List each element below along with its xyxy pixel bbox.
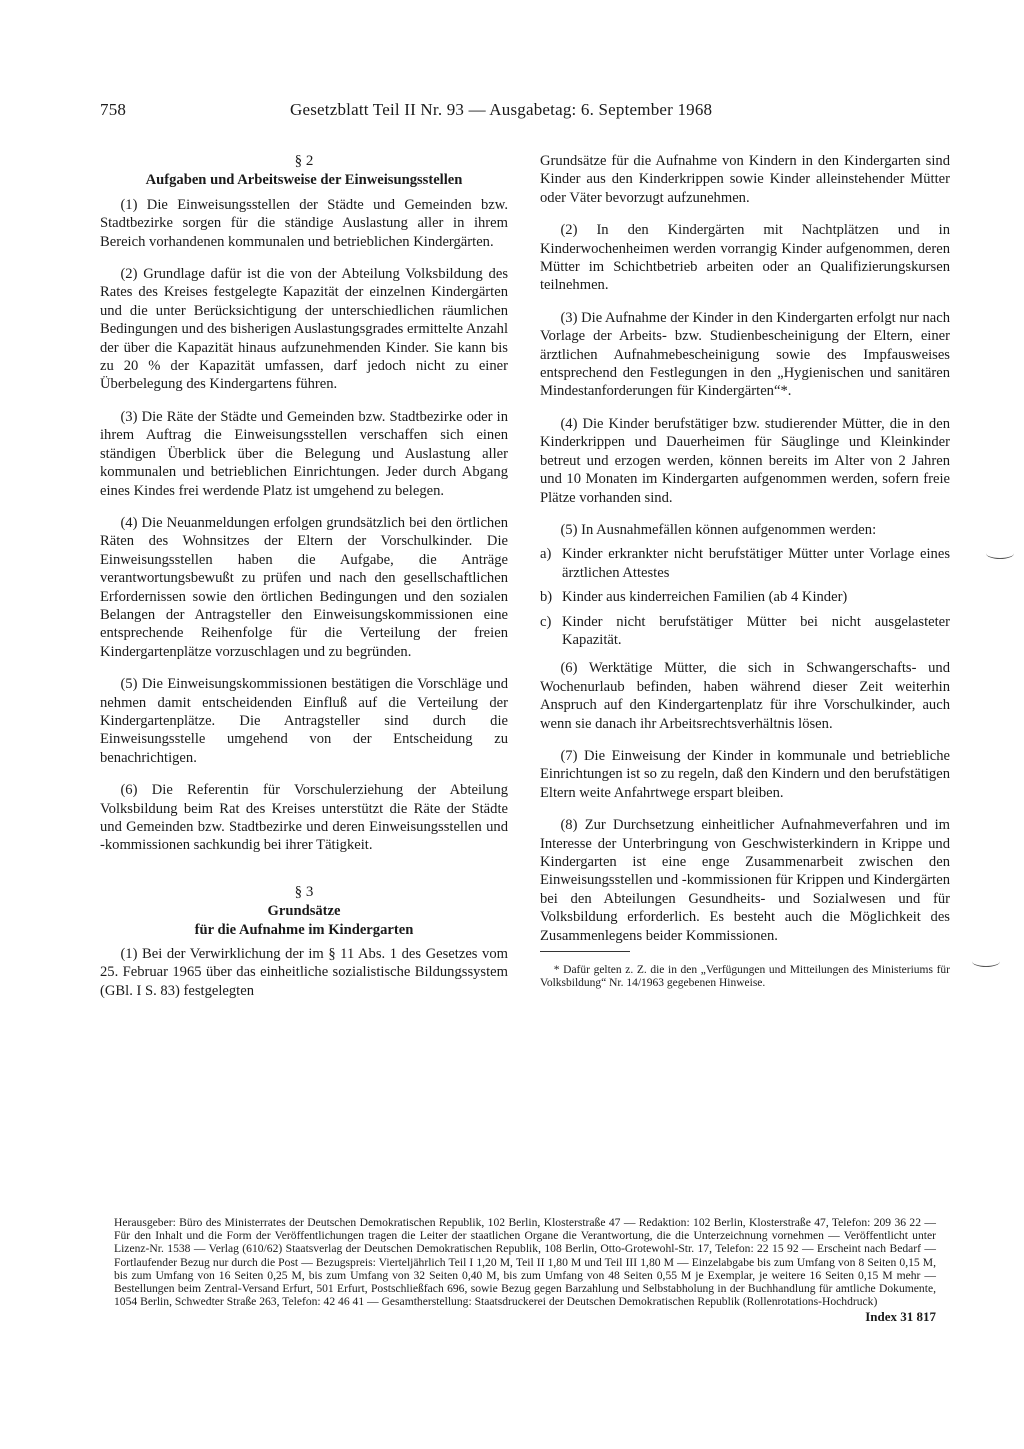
section-3-title-line-1: Grundsätze [267, 903, 341, 920]
margin-mark [986, 548, 1014, 559]
exceptions-list [540, 545, 950, 649]
paragraph-6: (6) Werktätige Mütter, die sich in Schwangerschafts- und Wochenurlaub befinden, haben während dieser Zeit weiterhin Anspruch auf den Kindergartenplatz für ihre Vorschulkinder, auch wenn sie danach ihr Arbeitsrechtsverhältnis lösen. [540, 660, 950, 732]
paragraph-7: (7) Die Einweisung der Kinder in kommunale und betriebliche Einrichtungen ist so zu regeln, daß den Kindern und den berufstätigen Eltern weite Anfahrtwege erspart bleiben. [540, 747, 950, 801]
imprint [114, 1216, 936, 1324]
section-2-paragraph-1: (1) Die Einweisungsstellen der Städte und Gemeinden bzw. Stadtbezirke sorgen für die ständige Auslastung aller in ihrem Bereich vorhandenen kommunalen und betrieblichen Kindergärten. [100, 196, 508, 250]
section-2-number: § 2 [294, 153, 314, 169]
left-column [100, 152, 508, 1014]
list-item-text: Kinder aus kinderreichen Familien (ab 4 Kinder) [562, 589, 848, 606]
footnote-divider [540, 951, 630, 952]
list-item [540, 613, 950, 650]
paragraph-8: (8) Zur Durchsetzung einheitlicher Aufnahmeverfahren und im Interesse der Unterbringung von Geschwisterkindern in Krippe und Kindergarten ist eine enge Zusammenarbeit zwischen den Einweisungsstellen und -kommissionen für Krippen und Kindergärten bei den Abteilungen Gesundheits- und Sozialwesen und für Volksbildung erforderlich. Es besteht auch die Möglichkeit des Zusammenlegens beider Kommissionen. [540, 817, 950, 944]
section-3-title-line-2: für die Aufnahme im Kindergarten [194, 921, 414, 938]
continuation-paragraph: Grundsätze für die Aufnahme von Kindern in den Kindergarten sind Kinder aus den Kinderkrippen sowie Kinder alleinstehender Mütter oder Väter bevorzugt aufzunehmen. [540, 153, 950, 206]
section-3-number: § 3 [294, 883, 314, 900]
imprint-text: Herausgeber: Büro des Ministerrates der Deutschen Demokratischen Republik, 102 Berlin, Klosterstraße 47 — Redaktion: 102 Berlin, Klosterstraße 47, Telefon: 209 36 22 — Für den Inhalt und die Form der Veröffentlichungen tragen die Leiter der staatlichen Organe die Verantwortung, die die Unterzeichnung vornehmen — Veröffentlicht unter Lizenz-Nr. 1538 — Verlag (610/62) Staatsverlag der Deutschen Demokratischen Republik, 108 Berlin, Otto-Grotewohl-Str. 17, Telefon: 22 15 92 — Erscheint nach Bedarf — Fortlaufender Bezug nur durch die Post — Bezugspreis: Vierteljährlich Teil I 1,20 M, Teil II 1,80 M und Teil III 1,80 M — Einzelabgabe bis zum Umfang von 8 Seiten 0,15 M, bis zum Umfang von 16 Seiten 0,25 M, bis zum Umfang von 32 Seiten 0,40 M, bis zum Umfang von 48 Seiten 0,55 M je Exemplar, je weitere 16 Seiten 0,15 M mehr — Bestellungen beim Zentral-Versand Erfurt, 501 Erfurt, Postschließfach 696, sowie Bezug gegen Barzahlung und Selbstabholung in der Buchhandlung für amtliche Dokumente, 1054 Berlin, Schwedter Straße 263, Telefon: 42 46 41 — Gesamtherstellung: Staatsdruckerei der Deutschen Demokratischen Republik (Rollenrotations-Hochdruck) [114, 1216, 936, 1309]
page-number: 758 [100, 100, 127, 119]
paragraph-4: (4) Die Kinder berufstätiger bzw. studierender Mütter, die in den Kinderkrippen und Dauerheimen für Säuglinge und Kleinkinder betreut und erzogen werden, können bereits im Alter von 2 Jahren und 10 Monaten im Kindergarten aufgenommen werden, sofern freie Plätze vorhanden sind. [540, 415, 950, 506]
list-item-label: c) [540, 613, 552, 630]
footnote: * Dafür gelten z. Z. die in den „Verfügungen und Mitteilungen des Ministeriums für Volksbildung“ Nr. 14/1963 gegebenen Hinweise. [540, 963, 950, 989]
list-item [540, 588, 950, 606]
index-number: Index 31 817 [865, 1309, 936, 1325]
right-column [540, 152, 950, 1001]
section-2-paragraph-3: (3) Die Räte der Städte und Gemeinden bzw. Stadtbezirke oder in ihrem Auftrag die Einweisungsstellen verschaffen sich einen ständigen Überblick über die Belegung und Auslastung aller kommunalen und betrieblichen Einrichtungen. Jeder durch Abgang eines Kindes frei werdende Platz ist umgehend zu belegen. [100, 408, 508, 499]
list-item [540, 545, 950, 582]
section-2-title: Aufgaben und Arbeitsweise der Einweisungsstellen [145, 172, 463, 189]
page-header [100, 100, 780, 120]
exceptions-intro: (5) In Ausnahmefällen können aufgenommen werden: [560, 521, 877, 538]
list-item-label: a) [540, 546, 552, 563]
paragraph-2: (2) In den Kindergärten mit Nachtplätzen und in Kinderwochenheimen werden vorrangig Kinder aufgenommen, deren Mütter im Schichtbetrieb arbeiten oder an Qualifizierungskursen teilnehmen. [540, 222, 950, 294]
section-2-paragraph-5: (5) Die Einweisungskommissionen bestätigen die Vorschläge und nehmen damit entscheidenden Einfluß auf die Verteilung der Kindergartenplätze. Die Antragsteller sind durch die Einweisungsstelle umgehend von der Entscheidung zu benachrichtigen. [100, 676, 508, 766]
section-2-paragraph-6: (6) Die Referentin für Vorschulerziehung der Abteilung Volksbildung beim Rat des Kreises unterstützt die Räte der Städte und Gemeinden bzw. Stadtbezirke und deren Einweisungsstellen und -kommissionen sachkundig bei ihrer Tätigkeit. [100, 782, 508, 854]
running-title: Gesetzblatt Teil II Nr. 93 — Ausgabetag: 6. September 1968 [290, 100, 713, 119]
section-2-paragraph-4: (4) Die Neuanmeldungen erfolgen grundsätzlich bei den örtlichen Räten des Wohnsitzes der Eltern der Vorschulkinder. Die Einweisungsstellen haben die Aufgabe, die Anträge verantwortungsbewußt zu prüfen und nach den gesellschaftlichen Erfordernissen sowie den örtlichen Bedingungen und den sozialen Belangen der Antragsteller den Einweisungskommissionen eine entsprechende Reihenfolge für die Verteilung der freien Kindergartenplätze vorzuschlagen und zu begründen. [100, 514, 508, 660]
section-3-paragraph-1: (1) Bei der Verwirklichung der im § 11 Abs. 1 des Gesetzes vom 25. Februar 1965 über das einheitliche sozialistische Bildungssystem (GBl. I S. 83) festgelegten [100, 946, 508, 999]
list-item-text: Kinder nicht berufstätiger Mütter bei nicht ausgelasteter Kapazität. [562, 613, 950, 648]
list-item-text: Kinder erkrankter nicht berufstätiger Mütter unter Vorlage eines ärztlichen Attestes [562, 546, 950, 581]
paragraph-3: (3) Die Aufnahme der Kinder in den Kindergarten erfolgt nur nach Vorlage der Arbeits- bzw. Studienbescheinigung der Eltern, einer ärztlichen Aufnahmebescheinigung sowie des Impfausweises entsprechend den Festlegungen in den „Hygienischen und sanitären Mindestanforderungen für Kindergärten“*. [540, 309, 951, 400]
list-item-label: b) [540, 589, 553, 606]
margin-mark [972, 956, 1000, 967]
section-2-paragraph-2: (2) Grundlage dafür ist die von der Abteilung Volksbildung des Rates des Kreises festgelegte Kapazität der einzelnen Kindergärten und die unter Berücksichtigung der unterschiedlichen räumlichen Bedingungen und des bisherigen Auslastungsgrades ermittelte Anzahl der über die Kapazität hinaus aufzunehmenden Kinder. Sie kann bis zu 20 % der Kapazität umfassen, darf jedoch nicht zu einer Überbelegung des Kindergartens führen. [100, 266, 508, 393]
